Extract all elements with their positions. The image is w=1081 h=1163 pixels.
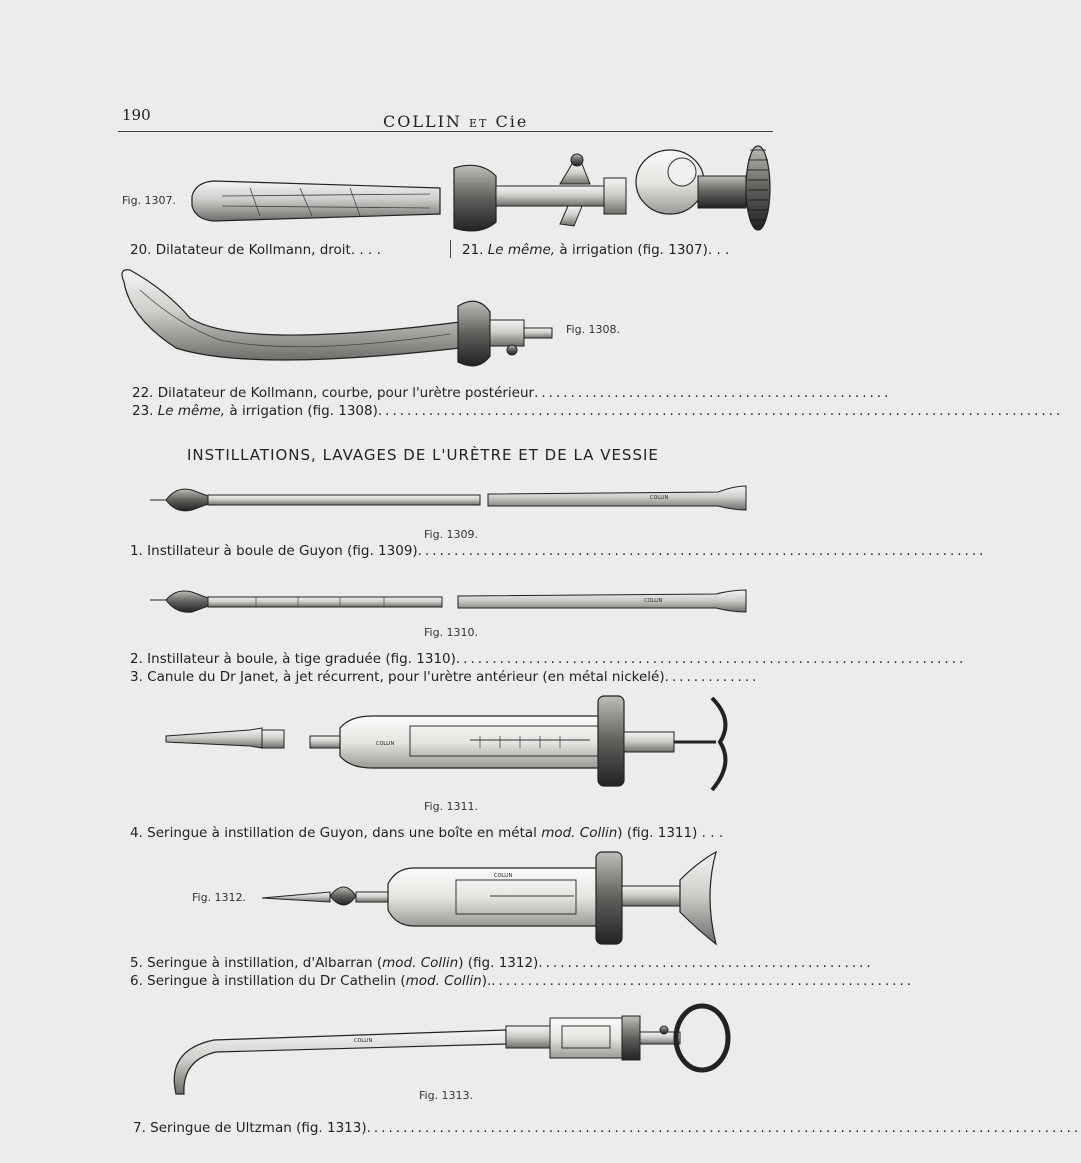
- item-6-text-end: ).: [481, 973, 492, 989]
- item-4-text: 4. Seringue à instillation de Guyon, dans une boîte en métal: [130, 825, 537, 841]
- item-6-emphasis: mod. Collin: [405, 973, 482, 989]
- running-title-cie: Cie: [495, 112, 529, 131]
- leader-dots: ..............................................................................................: [377, 403, 1064, 419]
- item-5-text-end: ) (fig. 1312): [458, 955, 539, 971]
- fig-1312-engraving: COLLIN: [494, 873, 513, 879]
- item-1: [130, 543, 987, 559]
- item-4: [130, 825, 723, 841]
- item-23-emphasis: Le même,: [157, 403, 226, 419]
- item-22: [132, 385, 892, 401]
- leader-dots: ..............................................: [538, 955, 874, 971]
- column-divider: [450, 240, 451, 258]
- fig-1312-caption: Fig. 1312.: [192, 891, 247, 904]
- fig-1312-syringe: [262, 852, 716, 944]
- item-6: [130, 973, 915, 989]
- running-title-main: COLLIN: [383, 112, 462, 131]
- item-5-text: 5. Seringue à instillation, d'Albarran (: [130, 955, 383, 971]
- fig-1307-caption: Fig. 1307.: [122, 194, 177, 207]
- item-23: [132, 403, 1064, 419]
- fig-1309-instillator: [150, 486, 746, 511]
- item-4-text-end: ) (fig. 1311) . . .: [617, 825, 724, 841]
- item-23-number: 23.: [132, 403, 154, 419]
- fig-1310-engraving: COLLIN: [644, 598, 663, 604]
- fig-1309-caption: Fig. 1309.: [424, 528, 479, 541]
- leader-dots: .............: [664, 669, 760, 685]
- item-22-text: 22. Dilatateur de Kollmann, courbe, pour l'urètre postérieur: [132, 385, 535, 401]
- leader-dots: ..................................................................................................: [366, 1120, 1081, 1136]
- item-2-text: 2. Instillateur à boule, à tige graduée (fig. 1310): [130, 651, 456, 667]
- item-6-text: 6. Seringue à instillation du Dr Cathelin (: [130, 973, 406, 989]
- page-number: 190: [122, 106, 151, 124]
- running-title-et: ET: [469, 117, 489, 130]
- item-7-text: 7. Seringue de Ultzman (fig. 1313): [133, 1120, 367, 1136]
- leader-dots: .................................................: [534, 385, 892, 401]
- item-1-text: 1. Instillateur à boule de Guyon (fig. 1309): [130, 543, 418, 559]
- fig-1311-engraving: COLLIN: [376, 741, 395, 747]
- fig-1311-syringe: [166, 696, 725, 790]
- fig-1311-caption: Fig. 1311.: [424, 800, 479, 813]
- item-2: [130, 651, 967, 667]
- item-5: [130, 955, 874, 971]
- fig-1310-instillator-graduated: [150, 590, 746, 612]
- item-21: [462, 242, 729, 258]
- item-3: [130, 669, 760, 685]
- item-23-text: à irrigation (fig. 1308): [229, 403, 378, 419]
- leader-dots: ......................................................................: [455, 651, 967, 667]
- item-3-text: 3. Canule du Dr Janet, à jet récurrent, pour l'urètre antérieur (en métal nickelé): [130, 669, 665, 685]
- fig-1310-caption: Fig. 1310.: [424, 626, 479, 639]
- leader-dots: ..........................................................: [491, 973, 915, 989]
- item-21-emphasis: Le même,: [487, 242, 556, 258]
- item-20: 20. Dilatateur de Kollmann, droit. . . .: [130, 242, 381, 258]
- item-5-emphasis: mod. Collin: [382, 955, 459, 971]
- section-heading: INSTILLATIONS, LAVAGES DE L'URÈTRE ET DE LA VESSIE: [187, 446, 659, 464]
- item-7: [133, 1120, 1081, 1136]
- fig-1313-engraving: COLLIN: [354, 1038, 373, 1044]
- fig-1309-engraving: COLLIN: [650, 495, 669, 501]
- item-21-number: 21.: [462, 242, 484, 258]
- fig-1307-dilator-straight: [192, 146, 770, 231]
- fig-1313-syringe: [174, 1006, 728, 1094]
- fig-1308-dilator-curved: [122, 270, 552, 366]
- fig-1313-caption: Fig. 1313.: [419, 1089, 474, 1102]
- item-21-text: à irrigation (fig. 1307). . .: [559, 242, 730, 258]
- leader-dots: ..............................................................................: [417, 543, 987, 559]
- item-4-emphasis: mod. Collin: [541, 825, 618, 841]
- fig-1308-caption: Fig. 1308.: [566, 323, 621, 336]
